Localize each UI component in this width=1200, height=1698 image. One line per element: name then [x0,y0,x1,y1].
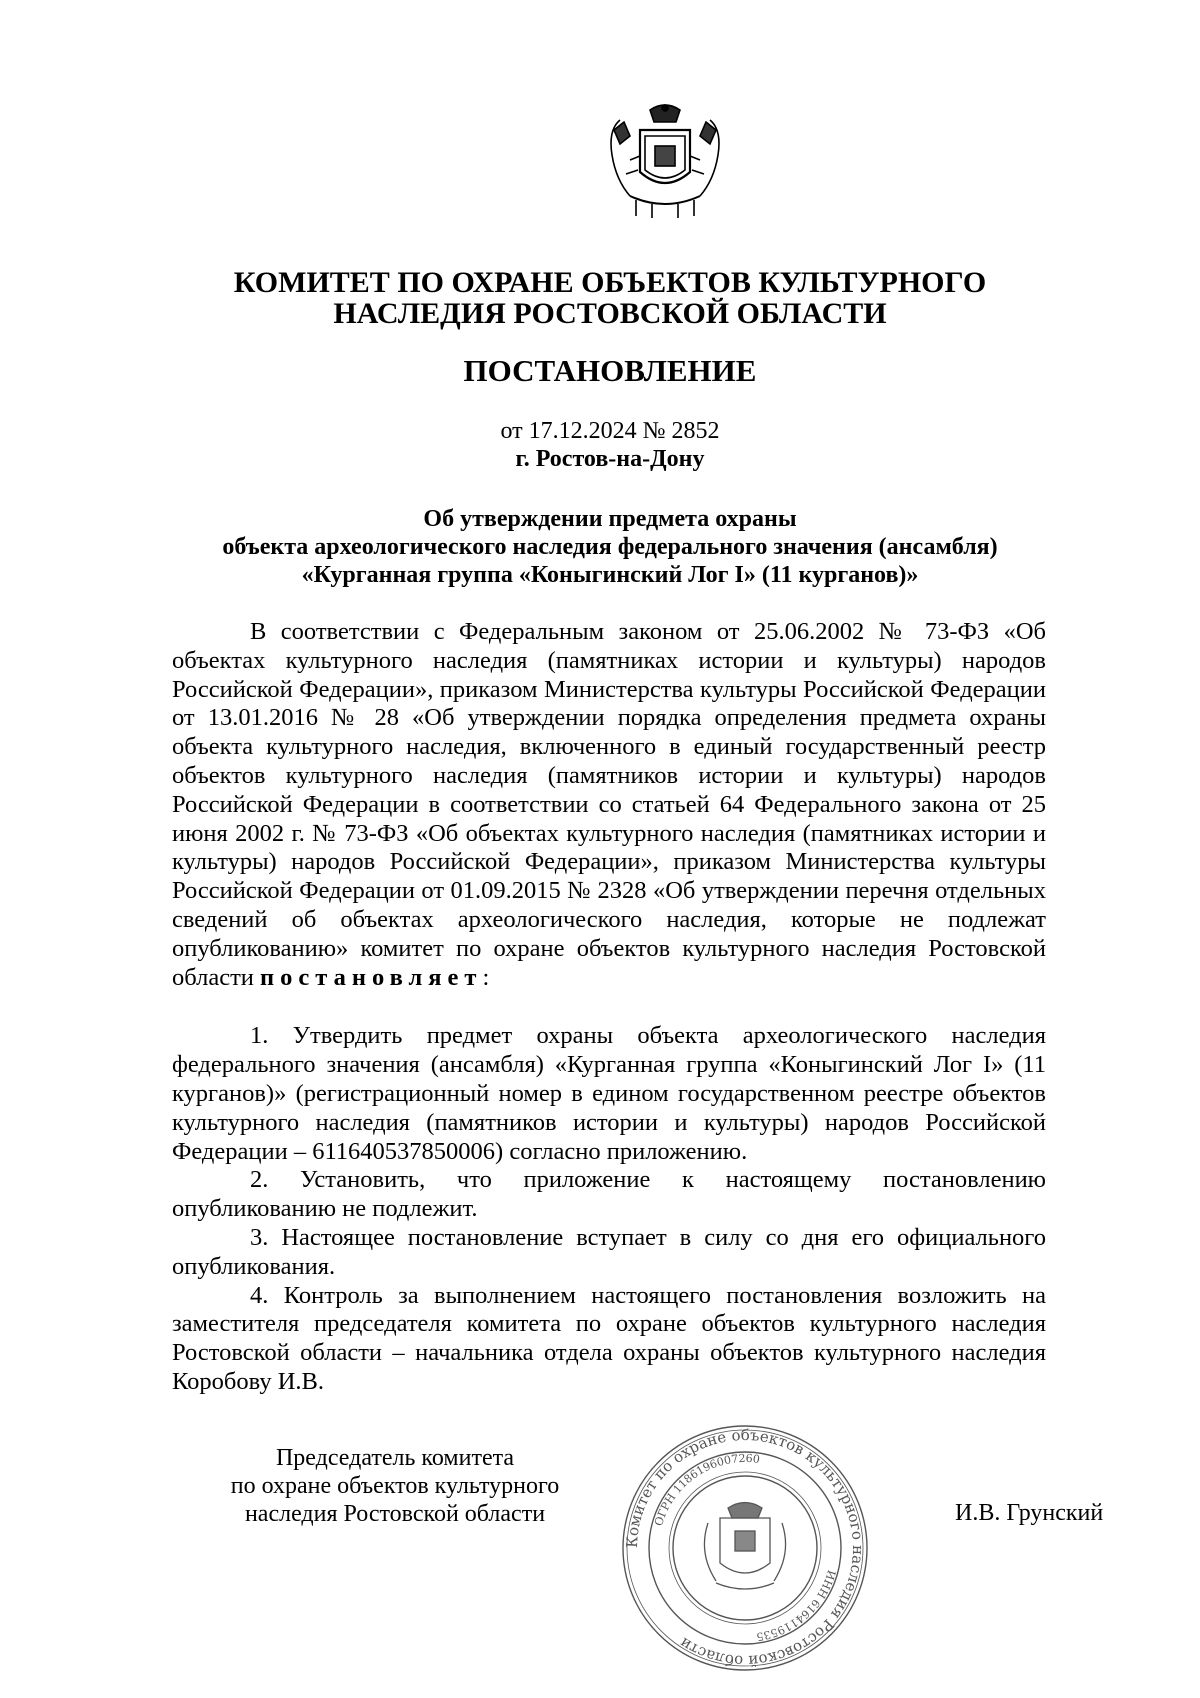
item-1: 1. Утвердить предмет охраны объекта археологического наследия федерального значения (ансамбля) «Курганная группа «Коныгинский Лог I» (11 курганов)» (регистрационный номер в едином государственном реестре объектов культурного наследия (памятников истории и культуры) народов Российской Федерации – 611640537850006) согласно приложению. [172,1022,1046,1165]
item-2: 2. Установить, что приложение к настоящему постановлению опубликованию не подлежит. [172,1166,1046,1223]
seal-outer-text: Комитет по охране объектов культурного наследия Ростовской области [622,1425,868,1671]
official-seal [620,1423,870,1673]
document-title [160,505,1060,589]
signatory-title-line-3: наследия Ростовской области [244,1501,546,1527]
title-line-2: объекта археологического наследия федерального значения (ансамбля) [222,534,998,560]
signatory-title-line-2: по охране объектов культурного [230,1473,560,1499]
title-line-1: Об утверждении предмета охраны [423,506,797,532]
coat-of-arms-emblem [600,100,730,220]
preamble-text: В соответствии с Федеральным законом от 25.06.2002 № 73-ФЗ «Об объектах культурного наследия (памятниках истории и культуры) народов Российской Федерации», приказом Министерства культуры Российской Федерации от 13.01.2016 № 28 «Об утверждении порядка определения предмета охраны объекта культурного наследия, включенного в единый государственный реестр объектов культурного наследия (памятников истории и культуры) народов Российской Федерации в соответствии со статьей 64 Федерального закона от 25 июня 2002 г. № 73-ФЗ «Об объектах культурного наследия (памятниках истории и культуры) народов Российской Федерации», приказом Министерства культуры Российской Федерации от 01.09.2015 № 2328 «Об утверждении перечня отдельных сведений об объектах археологического наследия, которые не подлежат опубликованию» комитет по охране объектов культурного наследия Ростовской области [172,618,1046,991]
org-line-2: НАСЛЕДИЯ РОСТОВСКОЙ ОБЛАСТИ [333,297,887,330]
title-line-3: «Курганная группа «Коныгинский Лог I» (11 курганов)» [301,562,919,588]
resolves-word: постановляет [260,963,483,991]
seal-ogrn-text: ОГРН 1186196007260 [652,1451,761,1528]
organization-name [160,267,1060,329]
signatory-title-line-1: Председатель комитета [275,1445,515,1471]
seal-emblem-icon [704,1503,785,1590]
item-4: 4. Контроль за выполнением настоящего постановления возложить на заместителя председателя комитета по охране объектов культурного наследия Ростовской области – начальника отдела охраны объектов культурного наследия Коробову И.В. [172,1281,1046,1395]
document-date-number: от 17.12.2024 № 2852 [500,418,720,444]
org-line-1: КОМИТЕТ ПО ОХРАНЕ ОБЪЕКТОВ КУЛЬТУРНОГО [233,266,987,299]
preamble-colon: : [482,963,490,991]
signatory-name: И.В. Грунский [955,1500,1104,1526]
document-city: г. Ростов-на-Дону [515,446,705,472]
document-type: ПОСТАНОВЛЕНИЕ [463,353,757,388]
signatory-title [185,1444,605,1528]
preamble-paragraph [172,618,1046,992]
item-3: 3. Настоящее постановление вступает в силу со дня его официального опубликования. [172,1223,1046,1280]
seal-inn-text: ИНН 6164119535 [755,1568,838,1644]
document-body [172,618,1046,1397]
